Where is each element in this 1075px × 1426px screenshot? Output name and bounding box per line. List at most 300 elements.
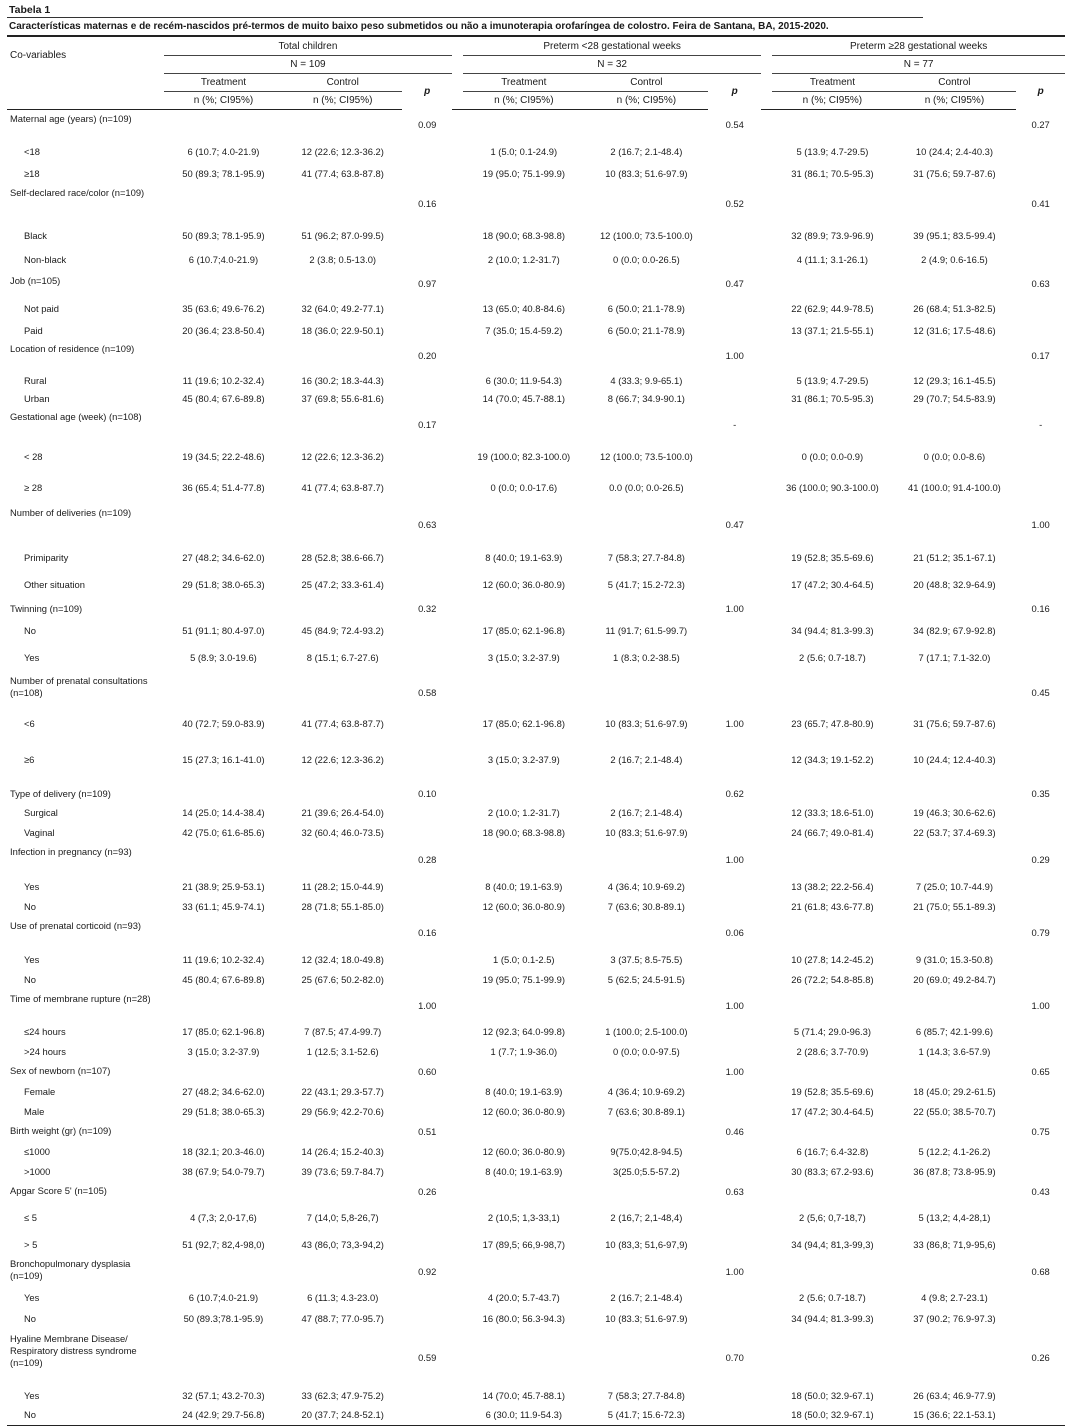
p-value <box>402 1308 452 1330</box>
control-value: 32 (64.0; 49.2-77.1) <box>301 303 384 314</box>
treatment-value: 14 (70.0; 45.7-88.1) <box>482 392 565 404</box>
p-value <box>1016 1142 1065 1162</box>
category-row <box>7 1082 1065 1102</box>
p-header: p <box>424 86 431 98</box>
variable-row <box>7 504 1065 546</box>
control-value: 3(25.0;5.5-57.2) <box>613 1165 680 1177</box>
p-value <box>708 1042 761 1062</box>
column-gap <box>452 1042 463 1062</box>
control-value: 36 (87.8; 73.8-95.9) <box>913 1165 996 1177</box>
p-value <box>708 164 761 184</box>
control-value: 20 (48.8; 32.9-64.9) <box>913 579 996 590</box>
column-gap <box>761 990 772 1022</box>
treatment-value: 34 (94.4; 81.3-99.3) <box>791 1312 874 1324</box>
empty-cell <box>463 600 584 618</box>
column-gap <box>452 110 463 141</box>
category-label: ≤ 5 <box>24 1212 37 1223</box>
treatment-value: 2 (10.0; 1.2-31.7) <box>487 253 560 265</box>
control-value: 22 (55.0; 38.5-70.7) <box>913 1105 996 1117</box>
p-value <box>402 897 452 917</box>
category-row <box>7 803 1065 824</box>
treatment-value: 19 (52.8; 35.5-69.6) <box>791 552 874 563</box>
p-value <box>1016 1102 1065 1122</box>
empty-cell <box>463 1062 584 1082</box>
p-value <box>402 141 452 164</box>
empty-cell <box>283 504 402 546</box>
column-gap <box>452 442 463 473</box>
column-gap <box>761 1102 772 1122</box>
category-row <box>7 1102 1065 1122</box>
p-value <box>708 248 761 272</box>
p-value: 1.00 <box>1031 999 1050 1011</box>
treatment-value: 35 (63.6; 49.6-76.2) <box>182 303 265 314</box>
p-value: 1.00 <box>725 1265 744 1277</box>
treatment-value: 16 (80.0; 56.3-94.3) <box>482 1312 565 1324</box>
column-gap <box>761 1289 772 1308</box>
control-header: Control <box>585 74 709 92</box>
p-value <box>1016 714 1065 735</box>
ci-header: n (%; CI95%) <box>164 92 283 110</box>
p-value: 0.27 <box>1031 119 1050 130</box>
column-gap <box>452 322 463 340</box>
empty-cell <box>283 272 402 297</box>
p-value: 0.70 <box>725 1351 744 1363</box>
p-value <box>402 714 452 735</box>
p-value: 0.97 <box>418 278 437 289</box>
control-value: 0.0 (0.0; 0.0-26.5) <box>609 482 684 493</box>
empty-cell <box>893 1330 1017 1386</box>
empty-cell <box>164 340 283 372</box>
category-row <box>7 645 1065 672</box>
p-header: p <box>731 86 738 98</box>
treatment-value: 18 (32.1; 20.3-46.0) <box>182 1145 265 1157</box>
empty-cell <box>772 1255 892 1289</box>
empty-cell <box>283 600 402 618</box>
treatment-value: 7 (35.0; 15.4-59.2) <box>485 324 563 336</box>
control-value: 2 (16.7; 2.1-48.4) <box>610 146 683 157</box>
variable-row <box>7 110 1065 141</box>
p-value <box>708 372 761 390</box>
treatment-value: 34 (94,4; 81,3-99,3) <box>791 1238 874 1250</box>
p-value: 0.79 <box>1031 927 1050 938</box>
category-label: Paid <box>24 324 43 336</box>
category-row <box>7 571 1065 600</box>
column-gap <box>452 408 463 442</box>
control-value: 7 (87.5; 47.4-99.7) <box>304 1025 382 1037</box>
column-gap <box>452 803 463 824</box>
column-gap <box>761 714 772 735</box>
control-value: 7 (63.6; 30.8-89.1) <box>607 900 685 912</box>
empty-cell <box>463 990 584 1022</box>
p-value <box>402 1386 452 1406</box>
treatment-value: 18 (50.0; 32.9-67.1) <box>772 1406 892 1426</box>
p-value <box>1016 164 1065 184</box>
p-value <box>1016 224 1065 248</box>
p-value <box>708 735 761 785</box>
variable-row <box>7 1062 1065 1082</box>
category-row <box>7 224 1065 248</box>
p-value <box>1016 571 1065 600</box>
treatment-value: 5 (13.9; 4.7-29.5) <box>796 146 869 157</box>
control-value: 10 (83.3; 51.6-97.9) <box>605 1312 688 1324</box>
p-value: 0.26 <box>1031 1351 1050 1363</box>
p-value <box>402 297 452 322</box>
control-value: 2 (3.8; 0.5-13.0) <box>309 253 377 265</box>
treatment-value: 12 (60.0; 36.0-80.9) <box>482 900 565 912</box>
empty-cell <box>164 843 283 877</box>
category-label: >1000 <box>24 1165 51 1177</box>
category-row <box>7 618 1065 645</box>
p-value <box>402 1022 452 1042</box>
variable-row <box>7 785 1065 803</box>
table-page <box>7 4 1065 1426</box>
empty-cell <box>164 184 283 224</box>
treatment-value: 32 (89.9; 73.9-96.9) <box>791 229 874 241</box>
p-value: 0.92 <box>418 1265 437 1277</box>
p-value: 0.29 <box>1031 853 1050 865</box>
control-value: 37 (69.8; 55.6-81.6) <box>301 392 384 404</box>
category-label: Rural <box>24 374 47 386</box>
empty-cell <box>463 1182 584 1202</box>
variable-label: Type of delivery (n=109) <box>10 787 111 799</box>
column-gap <box>452 1062 463 1082</box>
treatment-value: 17 (47.2; 30.4-64.5) <box>791 579 874 590</box>
control-value: 26 (68.4; 51.3-82.5) <box>913 303 996 314</box>
column-gap <box>761 340 772 372</box>
control-value: 32 (60.4; 46.0-73.5) <box>301 827 384 838</box>
treatment-value: 17 (85.0; 62.1-96.8) <box>482 625 565 636</box>
p-value <box>708 1308 761 1330</box>
column-gap <box>761 1022 772 1042</box>
empty-cell <box>772 672 892 714</box>
control-value: 45 (84.9; 72.4-93.2) <box>301 625 384 636</box>
empty-cell <box>585 1122 709 1142</box>
control-value: 5 (41.7; 15.6-72.3) <box>585 1406 709 1426</box>
variable-row <box>7 1182 1065 1202</box>
treatment-header: Treatment <box>772 74 892 92</box>
control-value: 25 (67.6; 50.2-82.0) <box>301 974 384 985</box>
ci-header: n (%; CI95%) <box>463 92 584 110</box>
variable-label: Infection in pregnancy (n=93) <box>10 845 132 857</box>
control-value: 7 (63.6; 30.8-89.1) <box>607 1105 685 1117</box>
p-value <box>1016 877 1065 897</box>
treatment-value: 30 (83.3; 67.2-93.6) <box>791 1165 874 1177</box>
treatment-value: 17 (85.0; 62.1-96.8) <box>182 1025 265 1037</box>
control-value: 14 (26.4; 15.2-40.3) <box>301 1145 384 1157</box>
empty-cell <box>283 1255 402 1289</box>
category-row <box>7 897 1065 917</box>
column-gap <box>761 141 772 164</box>
p-value: 0.17 <box>1031 349 1050 361</box>
empty-cell <box>893 990 1017 1022</box>
p-value: 0.16 <box>418 927 437 938</box>
empty-cell <box>585 184 709 224</box>
column-gap <box>452 735 463 785</box>
p-value <box>1016 971 1065 990</box>
p-value: 0.16 <box>418 197 437 209</box>
empty-cell <box>893 110 1017 141</box>
treatment-value: 26 (72.2; 54.8-85.8) <box>791 974 874 985</box>
p-value <box>402 1202 452 1235</box>
treatment-value: 17 (85.0; 62.1-96.8) <box>482 718 565 729</box>
control-value: 41 (100.0; 91.4-100.0) <box>908 482 1001 493</box>
column-gap <box>452 714 463 735</box>
p-value <box>1016 297 1065 322</box>
empty-cell <box>164 1182 283 1202</box>
column-gap <box>761 297 772 322</box>
p-value: 1.00 <box>725 602 744 614</box>
treatment-value: 19 (34.5; 22.2-48.6) <box>182 451 265 462</box>
column-gap <box>452 390 463 408</box>
column-gap <box>761 442 772 473</box>
column-gap <box>452 1289 463 1308</box>
empty-cell <box>585 917 709 950</box>
control-value: 31 (75.6; 59.7-87.6) <box>913 167 996 179</box>
empty-cell <box>164 272 283 297</box>
column-gap <box>452 824 463 843</box>
control-value: 34 (82.9; 67.9-92.8) <box>913 625 996 636</box>
treatment-value: 12 (60.0; 36.0-80.9) <box>482 1145 565 1157</box>
treatment-value: 2 (5.6; 0.7-18.7) <box>799 1292 866 1303</box>
variable-row <box>7 1122 1065 1142</box>
empty-cell <box>283 990 402 1022</box>
empty-cell <box>585 990 709 1022</box>
empty-cell <box>585 600 709 618</box>
category-row <box>7 1386 1065 1406</box>
category-row <box>7 442 1065 473</box>
p-value <box>1016 618 1065 645</box>
empty-cell <box>283 917 402 950</box>
control-value: 10 (24.4; 12.4-40.3) <box>913 753 996 765</box>
control-value: 5 (12.2; 4.1-26.2) <box>918 1145 991 1157</box>
variable-row <box>7 843 1065 877</box>
treatment-value: 1 (5.0; 0.1-2.5) <box>493 954 555 965</box>
empty-cell <box>893 184 1017 224</box>
treatment-value: 40 (72.7; 59.0-83.9) <box>182 718 265 729</box>
p-value: - <box>1039 418 1043 430</box>
p-value <box>402 1042 452 1062</box>
variable-row <box>7 600 1065 618</box>
treatment-value: 12 (34.3; 19.1-52.2) <box>791 753 874 765</box>
category-label: No <box>24 900 36 912</box>
control-value: 20 (37.7; 24.8-52.1) <box>283 1406 402 1426</box>
category-row <box>7 1022 1065 1042</box>
empty-cell <box>164 504 283 546</box>
control-value: 12 (22.6; 12.3-36.2) <box>301 451 384 462</box>
treatment-value: 12 (92.3; 64.0-99.8) <box>482 1025 565 1037</box>
control-value: 7 (14,0; 5,8-26,7) <box>306 1212 379 1223</box>
p-value <box>708 571 761 600</box>
empty-cell <box>463 408 584 442</box>
category-label: ≥ 28 <box>24 482 43 493</box>
empty-cell <box>283 340 402 372</box>
category-label: <6 <box>24 718 35 729</box>
category-label: Not paid <box>24 303 59 314</box>
control-value: 12 (31.6; 17.5-48.6) <box>913 324 996 336</box>
variable-row <box>7 408 1065 442</box>
variable-label: Sex of newborn (n=107) <box>10 1064 111 1076</box>
p-value <box>1016 645 1065 672</box>
empty-cell <box>772 272 892 297</box>
column-gap <box>761 390 772 408</box>
category-row <box>7 322 1065 340</box>
column-gap <box>761 571 772 600</box>
column-gap <box>761 408 772 442</box>
column-gap <box>761 1162 772 1182</box>
control-value: 19 (46.3; 30.6-62.6) <box>913 807 996 818</box>
empty-cell <box>893 843 1017 877</box>
control-value: 47 (88.7; 77.0-95.7) <box>301 1312 384 1324</box>
control-value: 5 (13,2; 4,4-28,1) <box>918 1212 991 1223</box>
treatment-value: 8 (40.0; 19.1-63.9) <box>485 552 563 563</box>
column-gap <box>452 546 463 571</box>
category-label: Vaginal <box>24 827 55 838</box>
category-label: Urban <box>24 392 50 404</box>
treatment-value: 4 (7,3; 2,0-17,6) <box>190 1212 257 1223</box>
variable-row <box>7 990 1065 1022</box>
p-value: 0.65 <box>1031 1065 1050 1077</box>
group-header-ge28: Preterm ≥28 gestational weeks <box>772 37 1065 56</box>
p-value <box>1016 1162 1065 1182</box>
control-value: 11 (28.2; 15.0-44.9) <box>301 880 384 892</box>
treatment-value: 8 (40.0; 19.1-63.9) <box>485 1085 563 1097</box>
empty-cell <box>893 917 1017 950</box>
category-row <box>7 141 1065 164</box>
column-gap <box>452 184 463 224</box>
empty-cell <box>585 272 709 297</box>
p-value <box>1016 473 1065 504</box>
control-value: 21 (51.2; 35.1-67.1) <box>913 552 996 563</box>
control-value: 22 (53.7; 37.4-69.3) <box>913 827 996 838</box>
control-value: 9(75.0;42.8-94.5) <box>610 1145 683 1157</box>
p-value <box>1016 1406 1065 1426</box>
column-gap <box>452 1255 463 1289</box>
control-value: 5 (41.7; 15.2-72.3) <box>607 579 685 590</box>
category-label: No <box>24 625 36 636</box>
treatment-value: 24 (42.9; 29.7-56.8) <box>164 1406 283 1426</box>
empty-cell <box>463 340 584 372</box>
variable-label: Maternal age (years) (n=109) <box>10 113 132 124</box>
treatment-value: 12 (33.3; 18.6-51.0) <box>791 807 874 818</box>
control-value: 10 (83.3; 51.6-97.9) <box>605 718 688 729</box>
p-value <box>1016 1082 1065 1102</box>
p-value <box>708 297 761 322</box>
treatment-value: 8 (40.0; 19.1-63.9) <box>485 1165 563 1177</box>
p-value <box>402 1162 452 1182</box>
variable-row <box>7 672 1065 714</box>
column-gap <box>761 1042 772 1062</box>
p-value <box>708 672 761 714</box>
variable-row <box>7 917 1065 950</box>
control-value: 21 (39.6; 26.4-54.0) <box>301 807 384 818</box>
control-value: 18 (36.0; 22.9-50.1) <box>301 324 384 336</box>
treatment-value: 15 (27.3; 16.1-41.0) <box>182 753 265 765</box>
treatment-value: 50 (89.3; 78.1-95.9) <box>182 229 265 241</box>
p-value <box>708 950 761 971</box>
category-label: Non-black <box>24 253 67 265</box>
column-gap <box>452 1386 463 1406</box>
empty-cell <box>893 600 1017 618</box>
column-gap <box>452 272 463 297</box>
control-value: 11 (91.7; 61.5-99.7) <box>605 625 688 636</box>
group-header-lt28: Preterm <28 gestational weeks <box>463 37 761 56</box>
treatment-value: 27 (48.2; 34.6-62.0) <box>182 552 265 563</box>
empty-cell <box>164 408 283 442</box>
variable-row <box>7 184 1065 224</box>
empty-cell <box>585 110 709 141</box>
category-label: ≤24 hours <box>24 1025 66 1037</box>
treatment-header: Treatment <box>164 74 283 92</box>
category-row <box>7 1162 1065 1182</box>
empty-cell <box>463 1255 584 1289</box>
empty-cell <box>164 917 283 950</box>
category-label: Yes <box>24 1389 40 1401</box>
category-label: Other situation <box>24 579 85 590</box>
p-value: 1.00 <box>725 349 744 361</box>
p-value: 0.52 <box>725 197 744 209</box>
variable-row <box>7 1330 1065 1386</box>
p-value: 0.41 <box>1031 197 1050 209</box>
control-value: 7 (58.3; 27.7-84.8) <box>607 552 685 563</box>
category-row <box>7 1308 1065 1330</box>
group-header-total: Total children <box>164 37 452 56</box>
p-value <box>402 546 452 571</box>
p-value <box>708 390 761 408</box>
p-value <box>708 473 761 504</box>
p-value: 0.47 <box>725 518 744 530</box>
column-gap <box>761 843 772 877</box>
p-value <box>708 1082 761 1102</box>
p-value <box>402 950 452 971</box>
p-value: 0.20 <box>418 349 437 361</box>
empty-cell <box>772 184 892 224</box>
treatment-value: 51 (91.1; 80.4-97.0) <box>182 625 265 636</box>
empty-cell <box>585 1182 709 1202</box>
column-gap <box>452 504 463 546</box>
column-gap <box>452 917 463 950</box>
control-value: 41 (77.4; 63.8-87.7) <box>301 718 384 729</box>
p-value <box>402 803 452 824</box>
empty-cell <box>772 1330 892 1386</box>
column-gap <box>761 1406 772 1426</box>
column-gap <box>761 184 772 224</box>
p-value: 0.43 <box>1031 1185 1050 1197</box>
p-value: 0.62 <box>725 787 744 799</box>
control-value: 7 (25.0; 10.7-44.9) <box>915 880 993 892</box>
control-value: 29 (56.9; 42.2-70.6) <box>301 1105 384 1117</box>
column-gap <box>452 618 463 645</box>
column-gap <box>761 546 772 571</box>
empty-cell <box>164 1330 283 1386</box>
p-value <box>402 224 452 248</box>
treatment-value: 19 (52.8; 35.5-69.6) <box>791 1085 874 1097</box>
empty-cell <box>772 110 892 141</box>
column-gap <box>761 1202 772 1235</box>
p-value: 0.47 <box>725 278 744 289</box>
category-label: ≤1000 <box>24 1145 51 1157</box>
treatment-value: 3 (15.0; 3.2-37.9) <box>187 1045 260 1057</box>
empty-cell <box>283 1062 402 1082</box>
column-gap <box>452 1082 463 1102</box>
control-value: 12 (100.0; 73.5-100.0) <box>599 229 693 241</box>
p-value <box>1016 442 1065 473</box>
control-value: 10 (83,3; 51,6-97,9) <box>605 1238 688 1250</box>
p-value <box>708 1235 761 1255</box>
column-gap <box>452 1330 463 1386</box>
control-value: 2 (16.7; 2.1-48.4) <box>610 753 683 765</box>
treatment-value: 10 (27.8; 14.2-45.2) <box>791 954 874 965</box>
category-label: Yes <box>24 954 40 965</box>
